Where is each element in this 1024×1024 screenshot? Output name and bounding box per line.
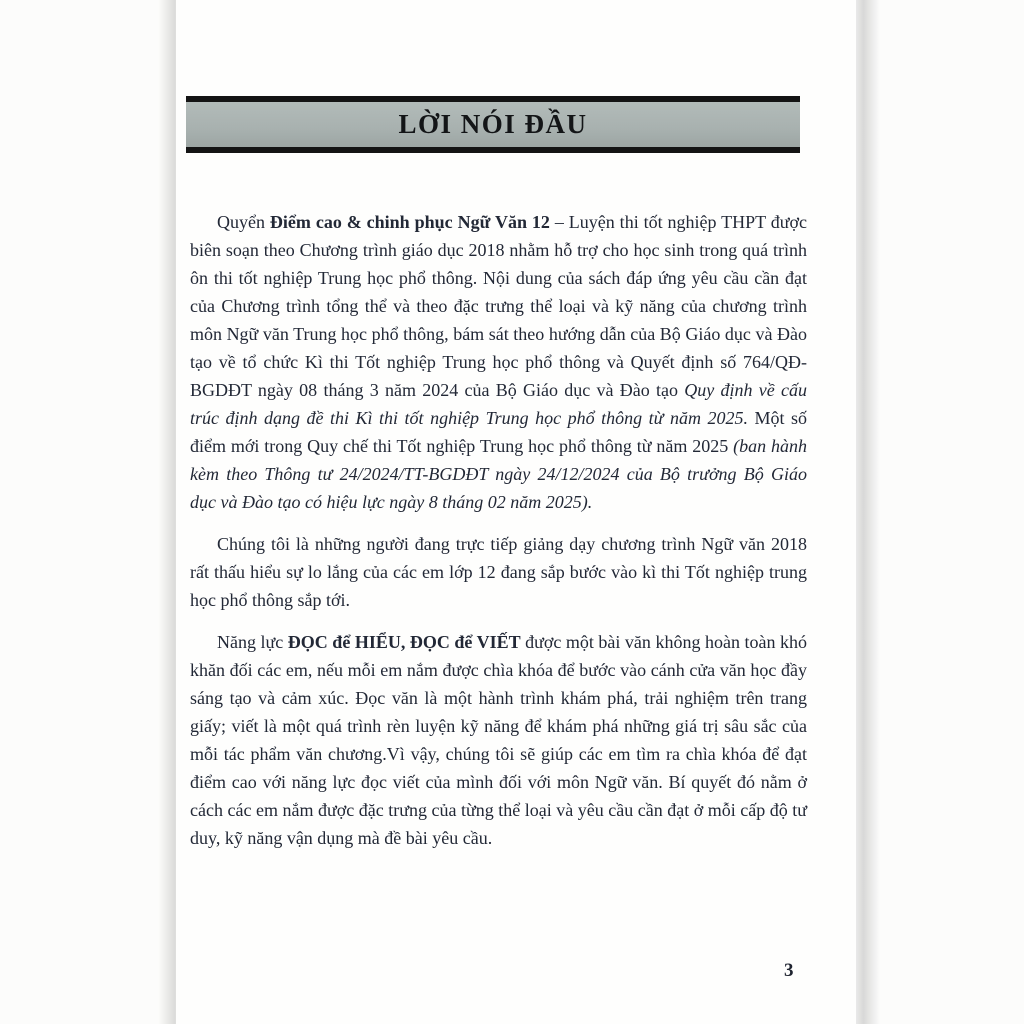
paragraph-1 [190, 208, 807, 516]
text-segment: Quyển [217, 212, 270, 232]
preface-title-banner [186, 96, 800, 153]
text-segment: Một số điểm mới trong Quy chế thi Tốt nghiệp Trung học phổ thông từ năm 2025 [190, 408, 807, 456]
text-segment: được một bài văn không hoàn toàn khó khăn đối các em, nếu mỗi em nắm được chìa khóa để bước vào cánh cửa văn học đầy sáng tạo và cảm xúc. Đọc văn là một hành trình khám phá, trải nghiệm trên trang giấy; viết là một quá trình rèn luyện kỹ năng để khám phá những giá trị sâu sắc của mỗi tác phẩm văn chương.Vì vậy, chúng tôi sẽ giúp các em tìm ra chìa khóa để đạt điểm cao với năng lực đọc viết của mình đối với môn Ngữ văn. Bí quyết đó nằm ở cách các em nắm được đặc trưng của từng thể loại và yêu cầu cần đạt ở mỗi cấp độ tư duy, kỹ năng vận dụng mà đề bài yêu cầu. [190, 632, 807, 848]
book-page [176, 0, 856, 1024]
text-segment-italic: (ban hành kèm theo Thông tư 24/2024/TT-BGDĐT ngày 24/12/2024 của Bộ trưởng Bộ Giáo dục và Đào tạo có hiệu lực ngày 8 tháng 02 năm 2025). [190, 436, 807, 512]
paragraph-2 [190, 530, 807, 614]
paragraph-3 [190, 628, 807, 852]
text-segment: Chúng tôi là những người đang trực tiếp giảng dạy chương trình Ngữ văn 2018 rất thấu hiểu sự lo lắng của các em lớp 12 đang sắp bước vào kì thi Tốt nghiệp trung học phổ thông sắp tới. [190, 534, 807, 610]
text-segment: Năng lực [217, 632, 288, 652]
page-number: 3 [784, 960, 794, 981]
text-segment-bold: ĐỌC để HIỂU, ĐỌC để VIẾT [287, 632, 521, 652]
text-segment-italic: Quy định về cấu trúc định dạng đề thi Kì thi tốt nghiệp Trung học phổ thông từ năm 2025. [190, 380, 807, 428]
preface-body [190, 208, 807, 866]
text-segment-bold: Điểm cao & chinh phục Ngữ Văn 12 [269, 212, 550, 232]
page-title: LỜI NÓI ĐẦU [398, 109, 588, 139]
text-segment: – Luyện thi tốt nghiệp THPT được biên soạn theo Chương trình giáo dục 2018 nhằm hỗ trợ cho học sinh trong quá trình ôn thi tốt nghiệp Trung học phổ thông. Nội dung của sách đáp ứng yêu cầu cần đạt của Chương trình tổng thể và theo đặc trưng thể loại và kỹ năng của chương trình môn Ngữ văn Trung học phổ thông, bám sát theo hướng dẫn của Bộ Giáo dục và Đào tạo về tổ chức Kì thi Tốt nghiệp Trung học phổ thông và Quyết định số 764/QĐ-BGDĐT ngày 08 tháng 3 năm 2024 của Bộ Giáo dục và Đào tạo [190, 212, 808, 400]
